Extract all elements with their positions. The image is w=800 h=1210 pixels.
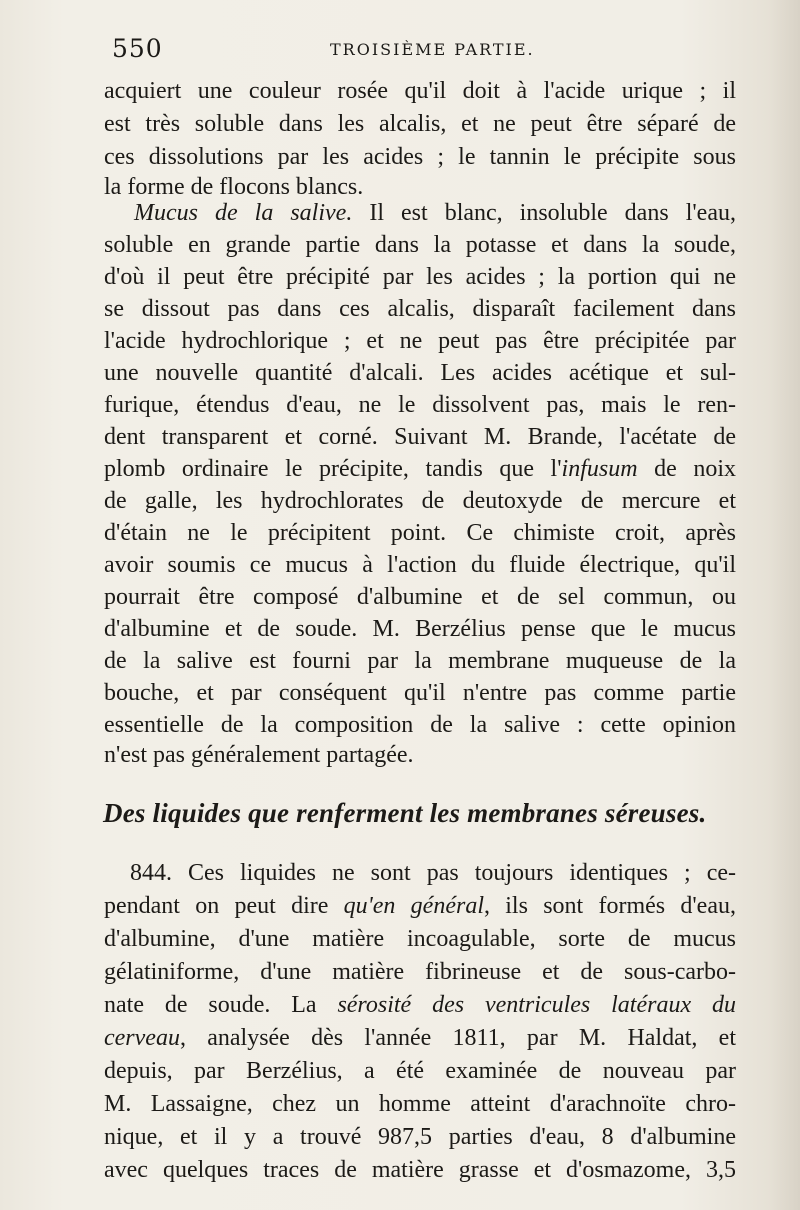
text-line: gélatiniforme, d'une matière fibrineuse et de sous-carbo-	[104, 959, 736, 985]
text-line: de galle, les hydrochlorates de deutoxyde de mercure et	[104, 488, 736, 514]
text-line: l'acide hydrochlorique ; et ne peut pas être précipitée par	[104, 328, 736, 354]
text-line: ces dissolutions par les acides ; le tannin le précipite sous	[104, 144, 736, 170]
text-line: cerveau, analysée dès l'année 1811, par M. Haldat, et	[104, 1025, 736, 1051]
text-line: nate de soude. La sérosité des ventricules latéraux du	[104, 992, 736, 1018]
text-line: depuis, par Berzélius, a été examinée de nouveau par	[104, 1058, 736, 1084]
text-line: d'albumine, d'une matière incoagulable, sorte de mucus	[104, 926, 736, 952]
text-line: plomb ordinaire le précipite, tandis que l'infusum de noix	[104, 456, 736, 482]
text-line: 844. Ces liquides ne sont pas toujours identiques ; ce-	[130, 860, 736, 886]
text-line: d'étain ne le précipitent point. Ce chimiste croit, après	[104, 520, 736, 546]
section-heading: Des liquides que renferment les membranes séreuses.	[103, 798, 707, 828]
text-line: M. Lassaigne, chez un homme atteint d'arachnoïte chro-	[104, 1091, 736, 1117]
text-line: pendant on peut dire qu'en général, ils sont formés d'eau,	[104, 893, 736, 919]
text-line: soluble en grande partie dans la potasse et dans la soude,	[104, 232, 736, 258]
text-line: est très soluble dans les alcalis, et ne peut être séparé de	[104, 111, 736, 137]
text-line: d'albumine et de soude. M. Berzélius pense que le mucus	[104, 616, 736, 642]
text-line: dent transparent et corné. Suivant M. Brande, l'acétate de	[104, 424, 736, 450]
text-line: essentielle de la composition de la salive : cette opinion	[104, 712, 736, 738]
page-number: 550	[112, 34, 163, 63]
text-line: se dissout pas dans ces alcalis, disparaît facilement dans	[104, 296, 736, 322]
text-line: avoir soumis ce mucus à l'action du fluide électrique, qu'il	[104, 552, 736, 578]
text-line: Mucus de la salive. Il est blanc, insoluble dans l'eau,	[134, 200, 736, 226]
text-line: n'est pas généralement partagée.	[104, 742, 414, 768]
text-line: la forme de flocons blancs.	[104, 174, 364, 200]
text-line: de la salive est fourni par la membrane muqueuse de la	[104, 648, 736, 674]
text-line: d'où il peut être précipité par les acides ; la portion qui ne	[104, 264, 736, 290]
text-line: furique, étendus d'eau, ne le dissolvent pas, mais le ren-	[104, 392, 736, 418]
text-line: avec quelques traces de matière grasse et d'osmazome, 3,5	[104, 1157, 736, 1183]
running-head: TROISIÈME PARTIE.	[330, 40, 535, 59]
text-line: acquiert une couleur rosée qu'il doit à l'acide urique ; il	[104, 78, 736, 104]
text-line: nique, et il y a trouvé 987,5 parties d'eau, 8 d'albumine	[104, 1124, 736, 1150]
text-line: bouche, et par conséquent qu'il n'entre pas comme partie	[104, 680, 736, 706]
page-header	[112, 34, 732, 64]
text-line: pourrait être composé d'albumine et de sel commun, ou	[104, 584, 736, 610]
text-line: une nouvelle quantité d'alcali. Les acides acétique et sul-	[104, 360, 736, 386]
